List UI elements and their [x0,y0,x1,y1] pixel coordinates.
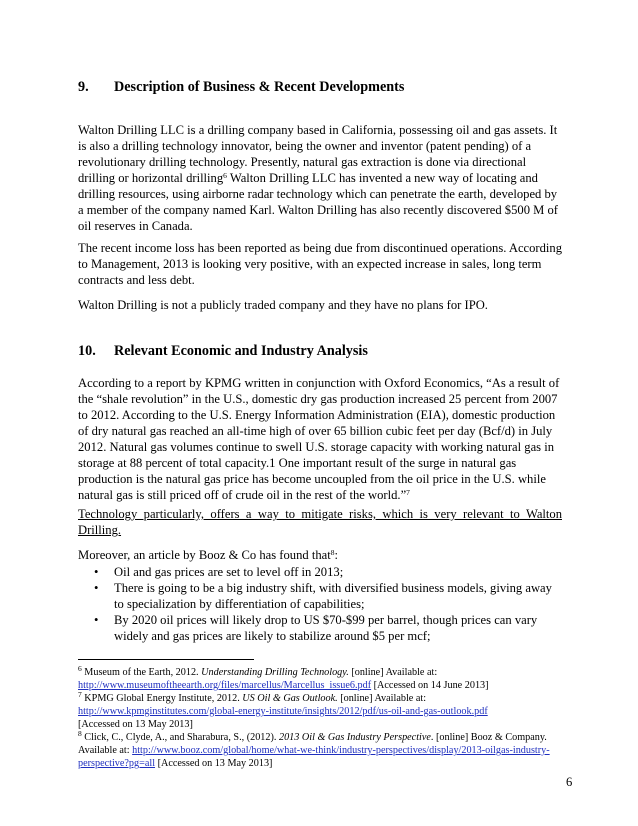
list-item: • There is going to be a big industry shift, with diversified business models, giving away to specialization by differentiation of capabilities; [94,581,552,611]
paragraph-text: Moreover, an article by Booz & Co has found that [78,548,331,562]
paragraph-text: According to a report by KPMG written in conjunction with Oxford Economics, “As a result of the “shale revolution” in the U.S., domestic dry gas production increased 25 percent from 2007 to 2012. According to the U.S. Energy Information Administration (EIA), domestic production of dry natural gas reached an all-time high of over 65 billion cubic feet per day (Bcf/d) in July 2012. Natural gas volumes continue to swell U.S. storage capacity with working natural gas in storage at 88 percent of total capacity.1 One important result of the surge in natural gas production is the natural gas price has become uncoupled from the oil price in the U.S. while natural gas is still priced off of crude oil in the rest of the world.” [78,376,560,502]
footnote-ref-7[interactable]: 7 [406,488,410,497]
section-10-paragraph-3: Moreover, an article by Booz & Co has found that$^8$: [78,548,338,562]
footnote-ref-8[interactable]: 8 [330,548,335,557]
footnote-7: $^7$ KPMG Global Energy Institute, 2012. US Oil & Gas Outlook. [online] Available at: http://www.kpmginstitutes.com/global-energy-institute/insights/2012/pdf/us-oil-and-gas-outlook.pdf [Accessed on 13 May 2013] [78,690,488,730]
section-10-title: Relevant Economic and Industry Analysis [114,343,368,359]
list-item: • Oil and gas prices are set to level off in 2013; [94,565,344,579]
footnote-7-link[interactable]: http://www.kpmginstitutes.com/global-energy-institute/insights/2012/pdf/us-oil-and-gas-outlook.pdf [78,706,488,717]
footnote-source-title: 2013 Oil & Gas Industry Perspective [278,732,431,743]
section-10-heading [78,342,368,360]
footnote-separator [78,659,254,660]
bullet-icon: • [94,581,99,595]
section-9-heading [78,78,404,96]
section-10-paragraph-1 [78,375,562,503]
footnote-marker: 7 [78,690,82,699]
footnote-8-link[interactable]: http://www.booz.com/global/home/what-we-think/industry-perspectives/display/2013-oilgas-industry-perspective?pg=all [78,745,550,769]
list-item: • By 2020 oil prices will likely drop to US $70-$99 per barrel, though prices can vary widely and gas prices are likely to stabilize around $5 per mcf; [94,613,538,643]
paragraph-text: Walton Drilling LLC has invented a new way of locating and drilling resources, using airborne radar technology which can penetrate the earth, developed by a member of the company named Karl. Walton Drilling has also recently discovered $500 M of oil reserves in Canada. [78,171,558,233]
footnote-6: $^6$ Museum of the Earth, 2012. Understanding Drilling Technology. [online] Available at: http://www.museumoftheearth.org/files/marcellus/Marcellus_issue6.pdf [Accessed on 14 June 2013] [78,664,489,691]
footnote-marker: 8 [78,729,82,738]
section-9-paragraph-2: The recent income loss has been reported as being due from discontinued operations. According to Management, 2013 is looking very positive, with an expected increase in sales, long term contracts and less debt. [78,241,563,287]
footnote-marker: 6 [78,664,82,673]
page-number: 6 [566,775,573,789]
paragraph-text: Walton Drilling LLC is a drilling company based in California, possessing oil and gas assets. It is also a drilling technology innovator, being the owner and inventor (patent pending) of a revolutionary drilling technology. Presently, natural gas extraction is done via directional drilling or horizontal drilling [78,123,558,185]
bullet-icon: • [94,613,99,627]
footnote-8: $^8$ Click, C., Clyde, A., and Sharabura, S., (2012). 2013 Oil & Gas Industry Perspective. [online] Booz & Company. Available at: http://www.booz.com/global/home/what-we-think/industry-perspectives/display/2013-oilgas-industry-perspective?pg=all [Accessed on 13 May 2013] [78,729,550,769]
bullet-icon: • [94,565,99,579]
section-9-number: 9. [78,79,89,95]
footnote-ref-6[interactable]: 6 [223,171,227,180]
section-10-number: 10. [78,343,96,359]
findings-list [78,564,562,644]
footnote-source-title: US Oil & Gas Outlook. [242,693,338,704]
section-9-title: Description of Business & Recent Developments [114,79,405,95]
footnote-source-title: Understanding Drilling Technology. [201,667,349,678]
section-10-paragraph-2: Technology particularly, offers a way to mitigate risks, which is very relevant to Walton Drilling. [78,507,562,537]
section-9-paragraph-1 [78,122,562,234]
section-9-paragraph-3: Walton Drilling is not a publicly traded company and they have no plans for IPO. [78,298,488,312]
footnote-6-link[interactable]: http://www.museumoftheearth.org/files/marcellus/Marcellus_issue6.pdf [78,680,372,691]
